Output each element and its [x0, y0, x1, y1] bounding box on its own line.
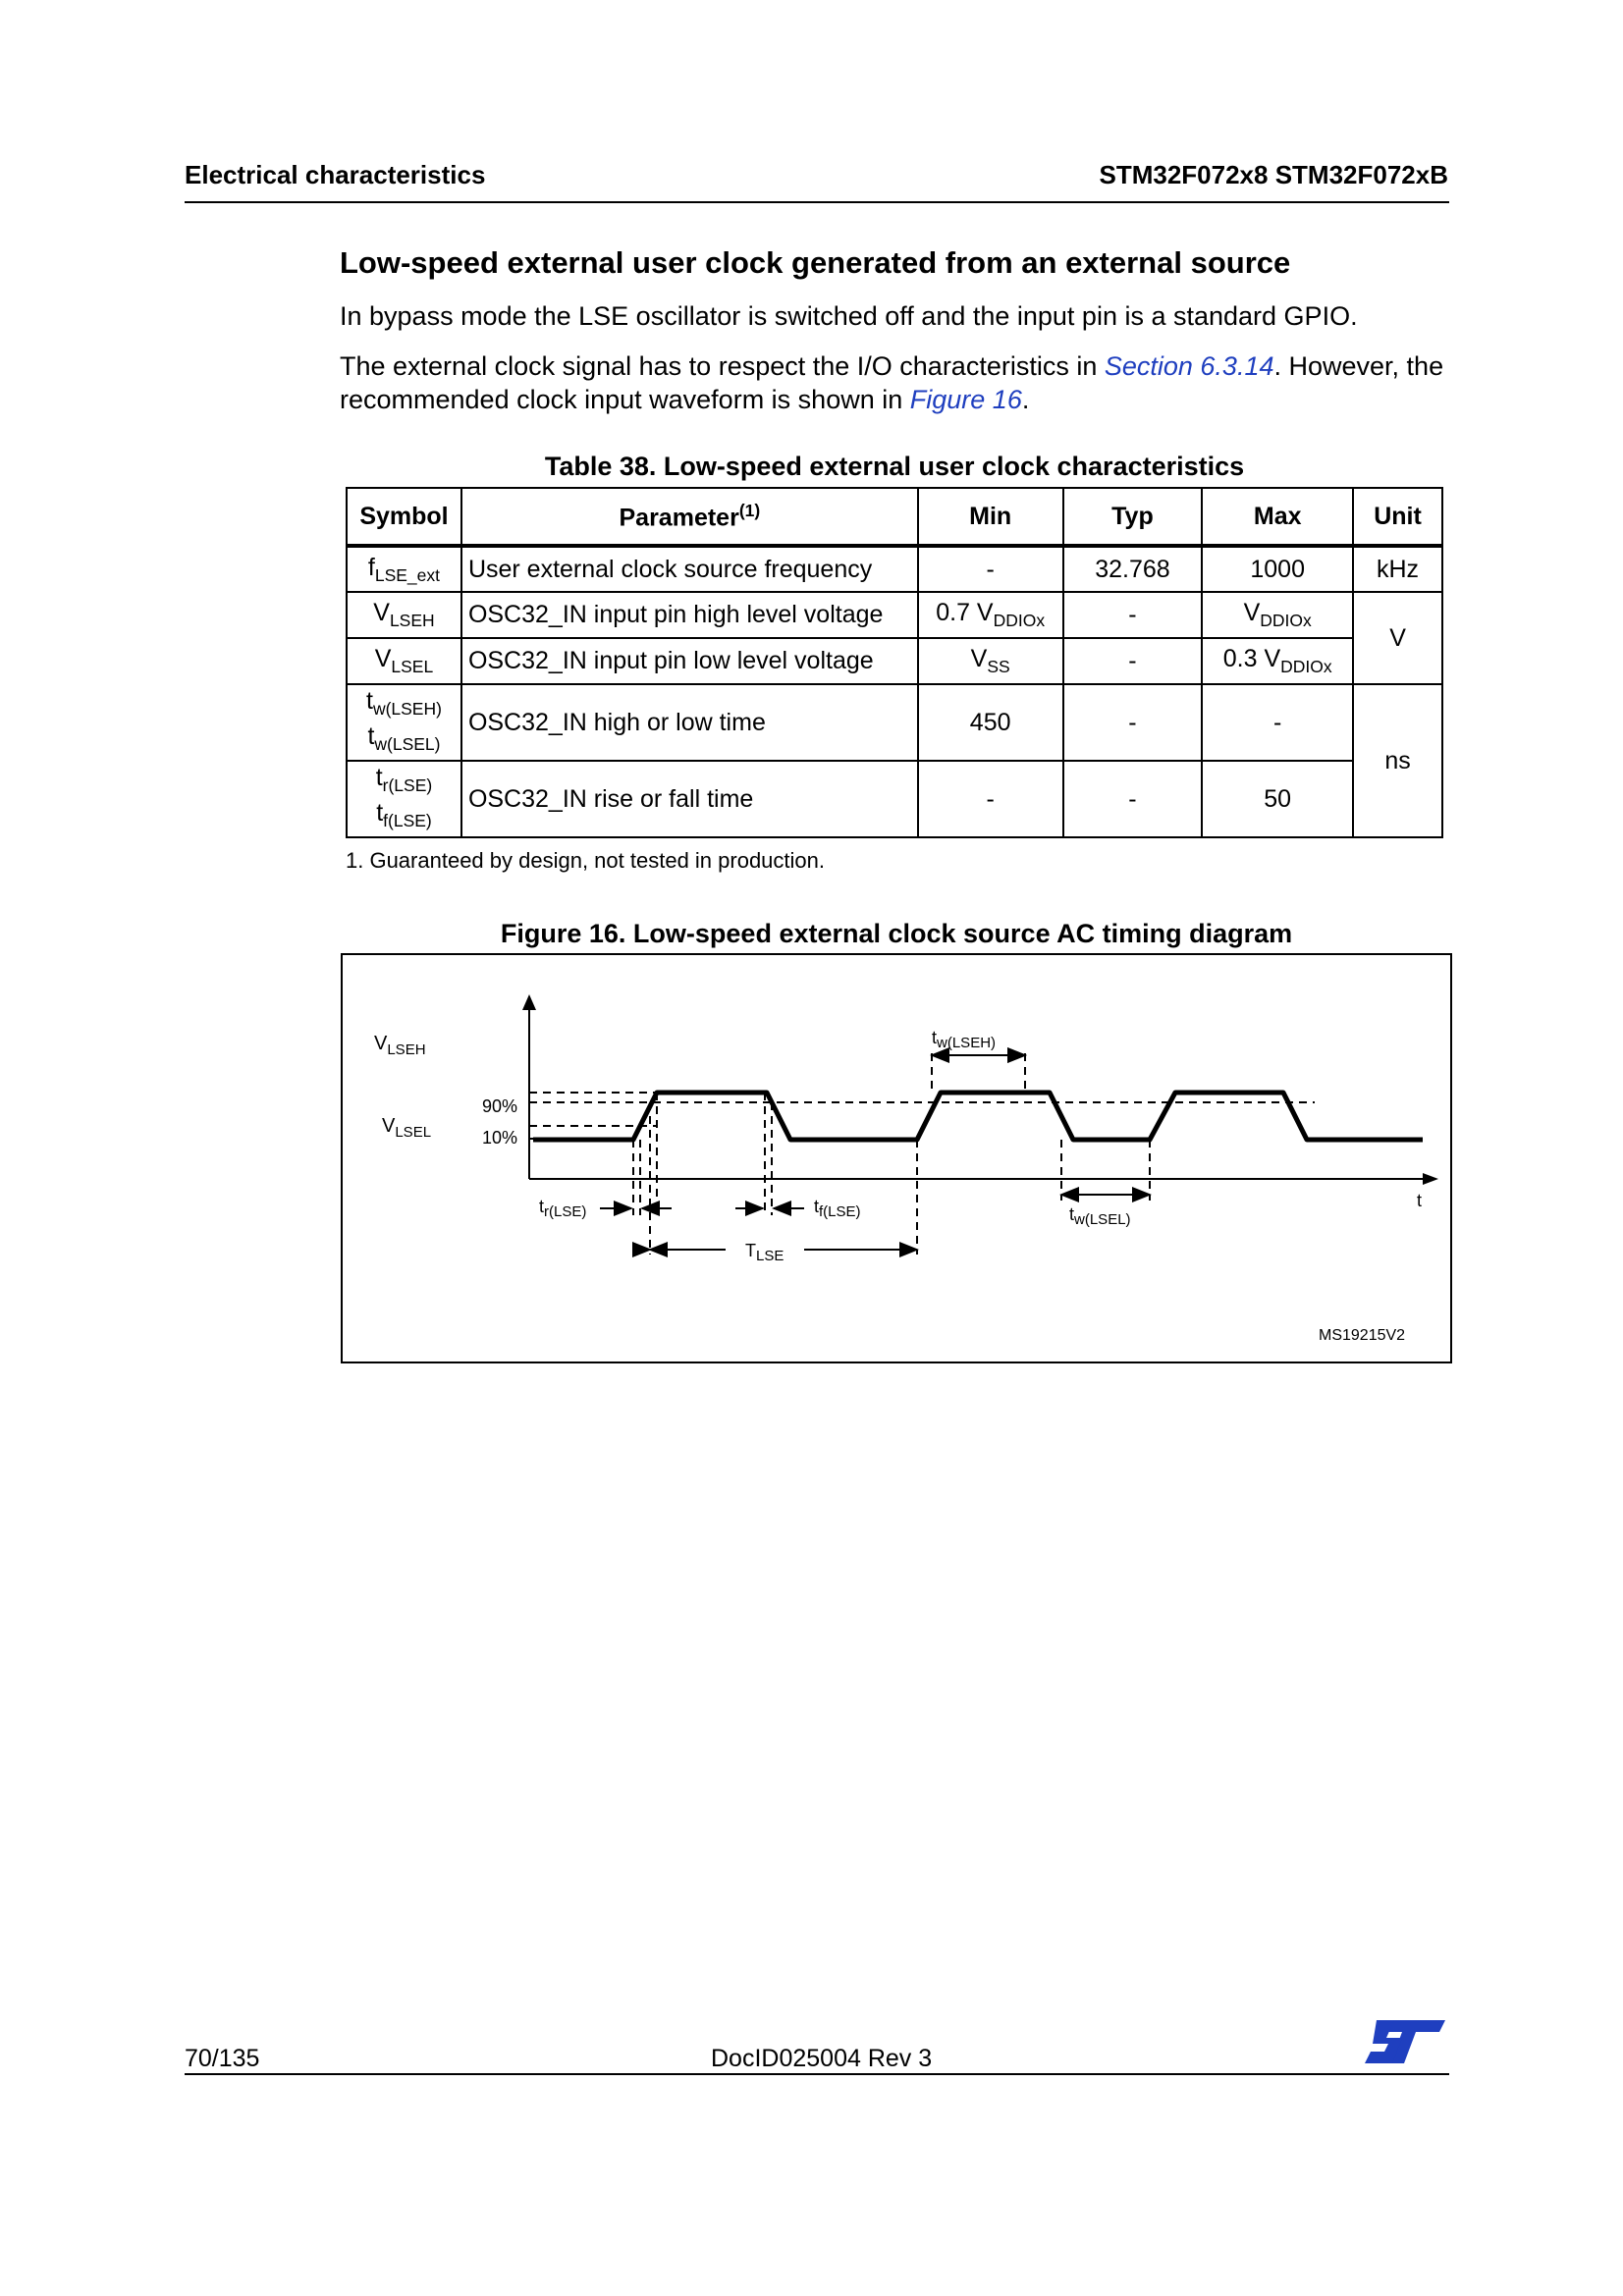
col-min: Min	[918, 488, 1063, 546]
label-vlsel: $V_{LSEL}$	[382, 1115, 432, 1141]
min-cell: -	[918, 546, 1063, 592]
label-tw-lseh: $t_{w(LSEH)}$	[932, 1028, 997, 1051]
paragraph-bypass: In bypass mode the LSE oscillator is switched off and the input pin is a standard GPIO.	[340, 301, 1358, 331]
table-header-row	[347, 488, 1442, 546]
min-cell: 0.7 $V_{DDIOx}$	[918, 592, 1063, 638]
symbol-cell: $V_{LSEL}$	[347, 638, 461, 684]
parameter-cell: OSC32_IN high or low time	[461, 684, 918, 761]
header-rule	[185, 201, 1449, 203]
typ-cell: 32.768	[1063, 546, 1203, 592]
min-cell: 450	[918, 684, 1063, 761]
timing-diagram	[343, 955, 1450, 1362]
figure-link[interactable]: Figure 16	[909, 385, 1022, 414]
unit-cell: ns	[1353, 684, 1442, 837]
min-cell: -	[918, 761, 1063, 837]
max-cell: 0.3 $V_{DDIOx}$	[1202, 638, 1353, 684]
parameter-cell: OSC32_IN input pin high level voltage	[461, 592, 918, 638]
label-tr-lse: $t_{r(LSE)}$	[539, 1197, 587, 1220]
parameter-cell: OSC32_IN input pin low level voltage	[461, 638, 918, 684]
footer-rule	[185, 2073, 1449, 2075]
table-row	[347, 638, 1442, 684]
timing-diagram-frame	[341, 953, 1452, 1363]
para-text-mid: . However, the recommended clock input waveform is shown in	[340, 351, 1444, 414]
figure-reference-code: MS19215V2	[1319, 1327, 1406, 1344]
col-unit: Unit	[1353, 488, 1442, 546]
paragraph-waveform	[340, 349, 1459, 416]
table-row	[347, 761, 1442, 837]
clock-waveform	[533, 1093, 1423, 1140]
section-heading: Low-speed external user clock generated from an external source	[340, 245, 1291, 280]
parameter-cell: User external clock source frequency	[461, 546, 918, 592]
col-parameter-label: Parameter	[619, 504, 739, 532]
footnote-ref: (1)	[738, 500, 761, 520]
reference-levels	[529, 1053, 1315, 1255]
y-axis-arrow-icon	[522, 994, 536, 1010]
typ-cell: -	[1063, 638, 1203, 684]
label-tf-lse: $t_{f(LSE)}$	[814, 1197, 861, 1220]
col-parameter	[461, 488, 918, 546]
para-text-start: The external clock signal has to respect the I/O characteristics in	[340, 351, 1105, 381]
symbol-cell: $t_{r(LSE)}$ $t_{f(LSE)}$	[347, 761, 461, 837]
table-footnote: 1. Guaranteed by design, not tested in production.	[346, 848, 825, 873]
symbol-cell: $V_{LSEH}$	[347, 592, 461, 638]
min-cell: $V_{SS}$	[918, 638, 1063, 684]
header-part-numbers: STM32F072x8 STM32F072xB	[1099, 160, 1448, 189]
label-vlseh: $V_{LSEH}$	[374, 1033, 426, 1058]
header-section-title: Electrical characteristics	[185, 160, 486, 189]
document-id: DocID025004 Rev 3	[711, 2045, 933, 2072]
figure-caption: Figure 16. Low-speed external clock source AC timing diagram	[500, 919, 1293, 948]
st-logo-icon	[1363, 2018, 1447, 2070]
typ-cell: -	[1063, 761, 1203, 837]
typ-cell: -	[1063, 592, 1203, 638]
section-link[interactable]: Section 6.3.14	[1104, 351, 1274, 381]
table-row	[347, 546, 1442, 592]
clock-characteristics-table	[346, 487, 1443, 838]
table-row	[347, 592, 1442, 638]
x-axis-arrow-icon	[1423, 1173, 1438, 1185]
max-cell: $V_{DDIOx}$	[1202, 592, 1353, 638]
col-max: Max	[1202, 488, 1353, 546]
symbol-cell: $t_{w(LSEH)}$ $t_{w(LSEL)}$	[347, 684, 461, 761]
typ-cell: -	[1063, 684, 1203, 761]
unit-cell: kHz	[1353, 546, 1442, 592]
max-cell: 50	[1202, 761, 1353, 837]
symbol-cell: $f_{LSE\_ext}$	[347, 546, 461, 592]
dimension-arrows	[600, 1055, 1150, 1250]
para-text-end: .	[1021, 385, 1030, 414]
col-typ: Typ	[1063, 488, 1203, 546]
page-number: 70/135	[185, 2045, 260, 2072]
max-cell: 1000	[1202, 546, 1353, 592]
parameter-cell: OSC32_IN rise or fall time	[461, 761, 918, 837]
label-tw-lsel: $t_{w(LSEL)}$	[1069, 1204, 1131, 1228]
max-cell: -	[1202, 684, 1353, 761]
label-10-percent: 10%	[482, 1128, 518, 1148]
table-row	[347, 684, 1442, 761]
label-time-axis: t	[1417, 1191, 1423, 1210]
table-caption: Table 38. Low-speed external user clock characteristics	[544, 452, 1245, 481]
unit-cell: V	[1353, 592, 1442, 684]
col-symbol: Symbol	[347, 488, 461, 546]
label-90-percent: 90%	[482, 1096, 518, 1116]
label-tlse: $T_{LSE}$	[745, 1241, 784, 1264]
